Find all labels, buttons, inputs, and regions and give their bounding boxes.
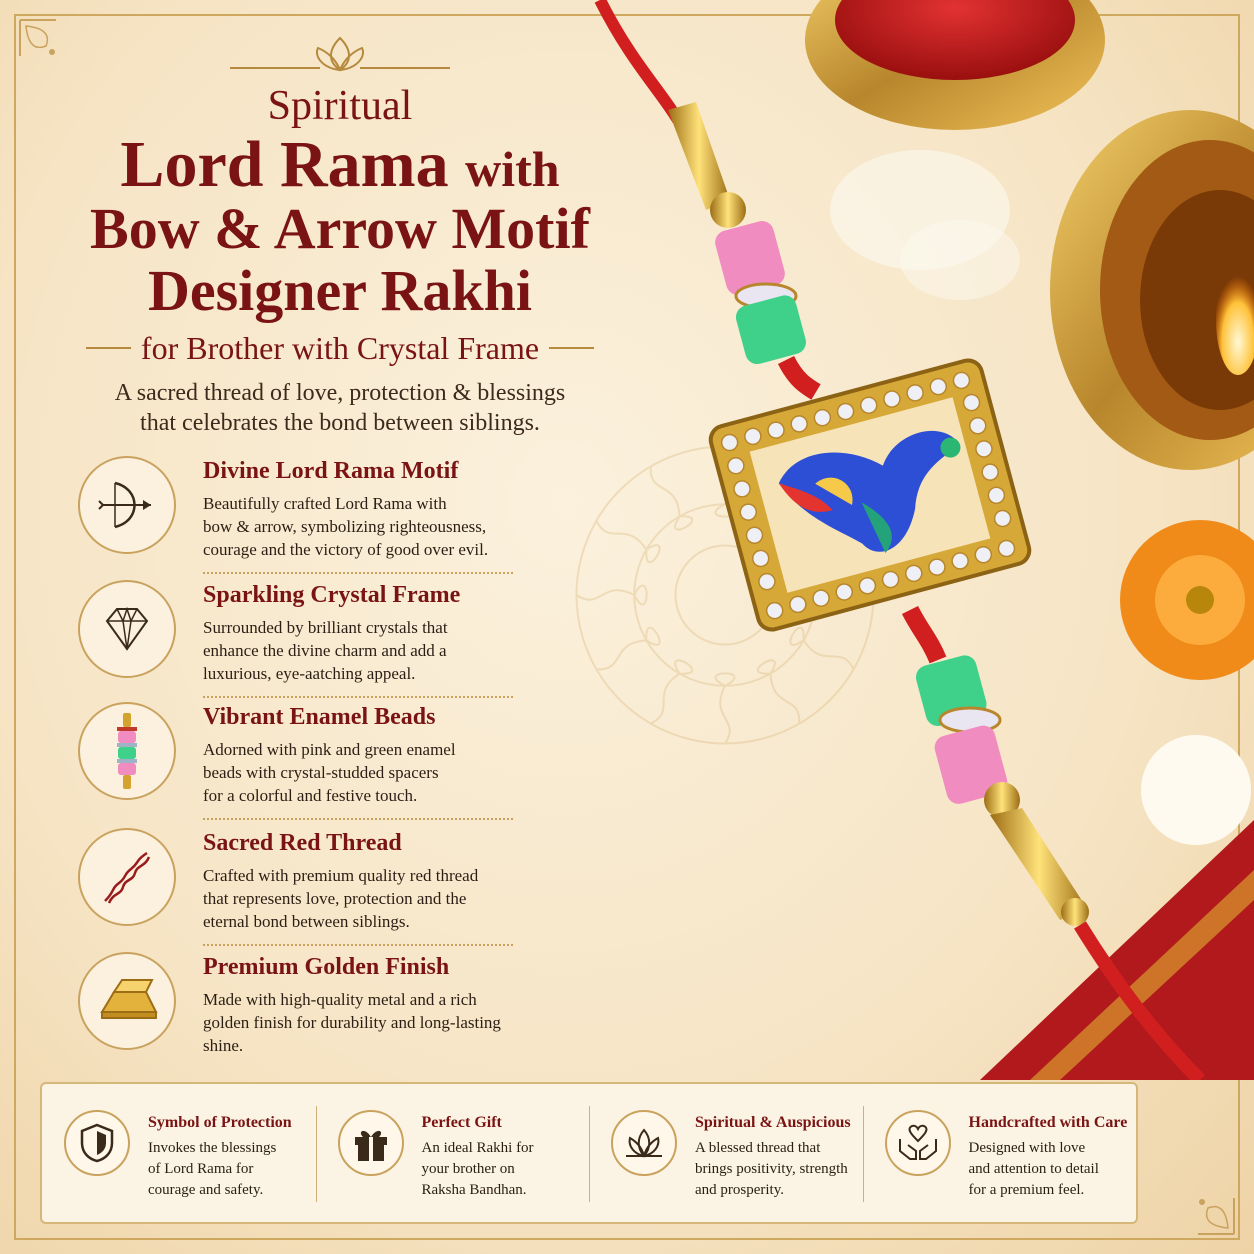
diamond-icon <box>97 599 157 659</box>
tagline-line-2: that celebrates the bond between siblings. <box>140 410 540 436</box>
bow-arrow-icon <box>97 475 157 535</box>
feature-icon-circle <box>78 702 176 800</box>
feature-description <box>203 988 553 1057</box>
benefit-description <box>969 1138 1139 1201</box>
benefit-description <box>422 1138 592 1201</box>
feature-desc-line: golden finish for durability and long-lasting <box>203 1013 501 1032</box>
benefit-desc-line: A blessed thread that <box>695 1140 821 1156</box>
shield-icon <box>79 1123 115 1163</box>
feature-title: Vibrant Enamel Beads <box>203 704 436 730</box>
benefit-desc-line: your brother on <box>421 1161 515 1177</box>
feature-desc-line: luxurious, eye-aatching appeal. <box>203 664 416 683</box>
benefit-description <box>148 1138 318 1201</box>
feature-desc-line: Made with high-quality metal and a rich <box>203 990 477 1009</box>
benefit-title: Perfect Gift <box>421 1114 502 1131</box>
feature-desc-line: shine. <box>203 1036 244 1055</box>
feature-item <box>76 826 556 946</box>
feature-desc-line: beads with crystal-studded spacers <box>203 763 439 782</box>
benefit-desc-line: brings positivity, strength <box>695 1161 848 1177</box>
feature-desc-line: that represents love, protection and the <box>203 889 467 908</box>
benefit-icon-circle <box>885 1110 951 1176</box>
benefit-item <box>863 1084 1137 1222</box>
benefit-desc-line: for a premium feel. <box>968 1182 1085 1198</box>
feature-desc-line: Surrounded by brilliant crystals that <box>203 618 448 637</box>
gold-bar-icon <box>92 976 162 1026</box>
dotted-divider <box>203 818 513 820</box>
corner-ornament-icon <box>16 16 86 86</box>
feature-description <box>203 738 553 807</box>
benefit-title: Symbol of Protection <box>148 1114 292 1131</box>
benefit-desc-line: of Lord Rama for <box>148 1161 254 1177</box>
feature-item <box>76 454 556 574</box>
beads-icon <box>107 711 147 791</box>
benefit-desc-line: Invokes the blessings <box>148 1140 277 1156</box>
tagline <box>60 378 620 438</box>
hands-heart-icon <box>896 1123 940 1163</box>
feature-desc-line: enhance the divine charm and add a <box>203 641 447 660</box>
benefit-icon-circle <box>338 1110 404 1176</box>
feature-desc-line: eternal bond between siblings. <box>203 912 410 931</box>
dotted-divider <box>203 944 513 946</box>
tagline-line-1: A sacred thread of love, protection & blessings <box>114 380 566 406</box>
subtitle-row <box>60 328 620 368</box>
benefit-desc-line: Raksha Bandhan. <box>421 1182 527 1198</box>
divider-left <box>86 347 131 349</box>
feature-desc-line: Crafted with premium quality red thread <box>203 866 479 885</box>
feature-item <box>76 578 556 698</box>
feature-title: Premium Golden Finish <box>203 954 450 980</box>
feature-title: Sparkling Crystal Frame <box>203 582 461 608</box>
rakhi-product-image <box>560 0 1254 1080</box>
feature-item <box>76 700 556 820</box>
feature-desc-line: for a colorful and festive touch. <box>203 786 418 805</box>
benefit-item <box>589 1084 863 1222</box>
benefit-title: Spiritual & Auspicious <box>695 1114 851 1131</box>
feature-icon-circle <box>78 828 176 926</box>
lotus-icon <box>622 1126 666 1160</box>
benefit-desc-line: Designed with love <box>968 1140 1086 1156</box>
feature-title: Divine Lord Rama Motif <box>203 458 459 484</box>
lotus-divider-icon <box>230 30 450 80</box>
dotted-divider <box>203 696 513 698</box>
feature-icon-circle <box>78 952 176 1050</box>
benefit-icon-circle <box>64 1110 130 1176</box>
feature-desc-line: Beautifully crafted Lord Rama with <box>203 494 447 513</box>
feature-icon-circle <box>78 456 176 554</box>
benefit-icon-circle <box>611 1110 677 1176</box>
title-with: with <box>465 141 560 197</box>
feature-description <box>203 864 553 933</box>
benefit-title: Handcrafted with Care <box>968 1114 1128 1131</box>
benefit-desc-line: and prosperity. <box>695 1182 785 1198</box>
dotted-divider <box>203 572 513 574</box>
benefit-item <box>42 1084 316 1222</box>
benefit-desc-line: An ideal Rakhi for <box>421 1140 534 1156</box>
benefit-desc-line: courage and safety. <box>148 1182 264 1198</box>
feature-icon-circle <box>78 580 176 678</box>
thread-icon <box>95 845 159 909</box>
divider-right <box>549 347 594 349</box>
feature-item <box>76 950 556 1070</box>
corner-ornament-icon <box>1168 1168 1238 1238</box>
feature-description <box>203 616 553 685</box>
title-main: Lord Rama <box>120 128 449 201</box>
eyebrow-title: Spiritual <box>267 83 413 129</box>
benefit-description <box>695 1138 865 1201</box>
page-title-line-2: Bow & Arrow Motif <box>90 196 590 261</box>
page-title-line-3: Designer Rakhi <box>147 258 533 323</box>
feature-description <box>203 492 553 561</box>
feature-title: Sacred Red Thread <box>203 830 402 856</box>
benefit-desc-line: and attention to detail <box>968 1161 1099 1177</box>
subtitle: for Brother with Crystal Frame <box>140 329 540 366</box>
gift-icon <box>351 1123 391 1163</box>
feature-desc-line: Adorned with pink and green enamel <box>203 740 456 759</box>
feature-desc-line: bow & arrow, symbolizing righteousness, <box>203 517 487 536</box>
page-title-line-1 <box>40 128 640 201</box>
benefits-bar <box>40 1082 1138 1224</box>
benefit-item <box>316 1084 590 1222</box>
feature-desc-line: courage and the victory of good over evil. <box>203 540 489 559</box>
